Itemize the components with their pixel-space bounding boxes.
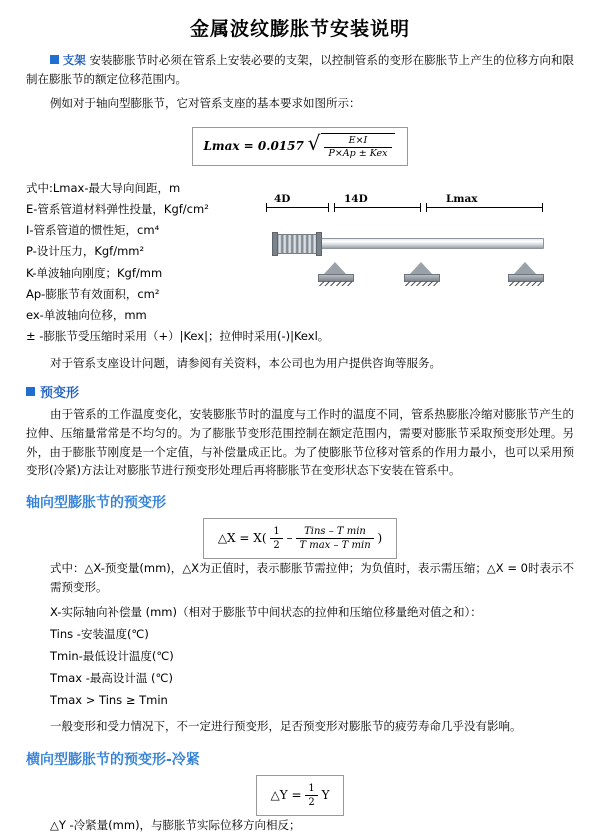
list-item: Tmax > Tins ≥ Tmin — [50, 692, 168, 707]
definition-item: 式中:Lmax-最大导向间距，m — [26, 180, 181, 195]
radical-icon: √ — [307, 130, 321, 155]
list-item: Tmin-最低设计温度(℃) — [50, 648, 174, 663]
definition-item: Ap-膨胀节有效面积，cm² — [26, 286, 160, 301]
section1-closing: 对于管系支座设计问题，请参阅有关资料，本公司也为用户提供咨询等服务。 — [50, 355, 441, 370]
pipe-support-diagram — [256, 194, 556, 298]
section3-paragraph1: 式中：△X-预变量(mm)，△X为正值时，表示膨胀节需拉伸；为负值时，表示需压缩；△X = 0时表示不需预变形。 — [50, 560, 574, 594]
document-page — [0, 14, 600, 832]
definitions-and-diagram — [26, 176, 574, 348]
list-item: Tmax -最高设计温 (℃) — [50, 670, 173, 685]
formula-dy-rhs: Y — [321, 787, 330, 802]
flange-right — [316, 232, 322, 256]
formula-delta-y — [256, 775, 345, 816]
section3-note: 一般变形和受力情况下，不一定进行预变形，足否预变形对膨胀节的疲劳寿命几乎没有影响。 — [50, 719, 522, 734]
section4-paragraph1: △Y -冷紧量(mm)，与膨胀节实际位移方向相反； — [50, 817, 301, 832]
definition-item: ± -膨胀节受压缩时采用（+）|Kex|；拉伸时采用(-)|Kexl。 — [26, 329, 330, 344]
pipe-assembly — [256, 212, 556, 282]
formula-lmax-numerator: E×I — [324, 135, 391, 148]
formula-lmax-sqrt — [307, 130, 395, 160]
formula-lmax — [192, 127, 407, 166]
section1-paragraph1-text: 安装膨胀节时必须在管系上安装必要的支架，以控制管系的变形在膨胀节上产生的位移方向和限制在膨胀节的额定位移范围内。 — [26, 53, 575, 86]
pipe-support-3 — [508, 262, 542, 282]
diagram-dimension-bar — [256, 194, 556, 210]
section4-heading: 横向型膨胀节的预变形-冷紧 — [26, 751, 200, 768]
formula-dx-lhs: △X = X( — [217, 530, 267, 545]
formula-dx-minus: – — [286, 530, 293, 545]
document-body — [0, 51, 600, 835]
formula3-wrapper — [26, 775, 574, 816]
formula-lmax-lhs: Lmax = 0.0157 — [203, 138, 304, 153]
formula-dx-ratio: Tins – T min T max – T min — [296, 525, 373, 552]
pipe-support-1 — [318, 262, 352, 282]
diagram-label-lmax: Lmax — [446, 192, 478, 205]
bellows-expansion-joint — [276, 234, 318, 254]
section1-heading: 支架 — [62, 53, 86, 67]
formula-dx-rhs: ) — [377, 530, 383, 545]
definition-item: K-单波轴向刚度；Kgf/mm — [26, 265, 163, 280]
definition-item: P-设计压力，Kgf/mm² — [26, 244, 145, 259]
list-item: X-实际轴向补偿量 (mm)（相对于膨胀节中间状态的拉伸和压缩位移量绝对值之和）： — [50, 605, 482, 620]
diagram-label-4d: 4D — [274, 192, 291, 205]
section1-paragraph2: 例如对于轴向型膨胀节，它对管系支座的基本要求如图所示： — [50, 96, 361, 111]
page-title: 金属波纹膨胀节安装说明 — [189, 18, 410, 40]
section3-heading: 轴向型膨胀节的预变形 — [26, 494, 166, 511]
section2-heading-row — [26, 382, 574, 401]
formula-dy-lhs: △Y = — [270, 787, 302, 802]
section2-paragraph1: 由于管系的工作温度变化，安装膨胀节时的温度与工作时的温度不同，管系热膨胀冷缩对膨胀节产生的拉伸、压缩量常常是不均匀的。为了膨胀节变形范围控制在额定范围内，需要对膨胀节采取预变形处理。另外，由于膨胀节刚度是一个定值，与补偿量成正比。为了使膨胀节位移对管系的作用力最小，也可以采用预变形(冷紧)方法让对膨胀节进行预变形处理后再将膨胀节在变形状态下安装在管系中。 — [26, 407, 574, 478]
blue-square-bullet-icon — [50, 55, 59, 64]
definition-item: I-管系管道的惯性矩，cm⁴ — [26, 223, 160, 238]
definition-item: E-管系管道材料弹性投量，Kgf/cm² — [26, 201, 209, 216]
section3-list — [26, 602, 574, 711]
formula-lmax-denominator: P×Ap ± Kex — [328, 147, 388, 159]
flange-left — [272, 232, 278, 256]
formula2-wrapper — [26, 518, 574, 559]
pipe-support-2 — [404, 262, 438, 282]
diagram-label-14d: 14D — [344, 192, 368, 205]
definition-item: ex-单波轴向位移，mm — [26, 308, 147, 323]
list-item: Tins -安装温度(℃) — [50, 626, 149, 641]
blue-square-bullet-icon — [26, 387, 35, 396]
formula-dx-half: $\frac{1}{2}$ — [270, 525, 282, 552]
section2-heading: 预变形 — [40, 386, 80, 402]
formula-delta-x — [203, 518, 397, 559]
section1-paragraph1 — [26, 51, 574, 88]
diagram-column — [260, 176, 574, 298]
formula1-wrapper — [26, 119, 574, 176]
formula-dy-half: $\frac{1}{2}$ — [305, 782, 317, 809]
